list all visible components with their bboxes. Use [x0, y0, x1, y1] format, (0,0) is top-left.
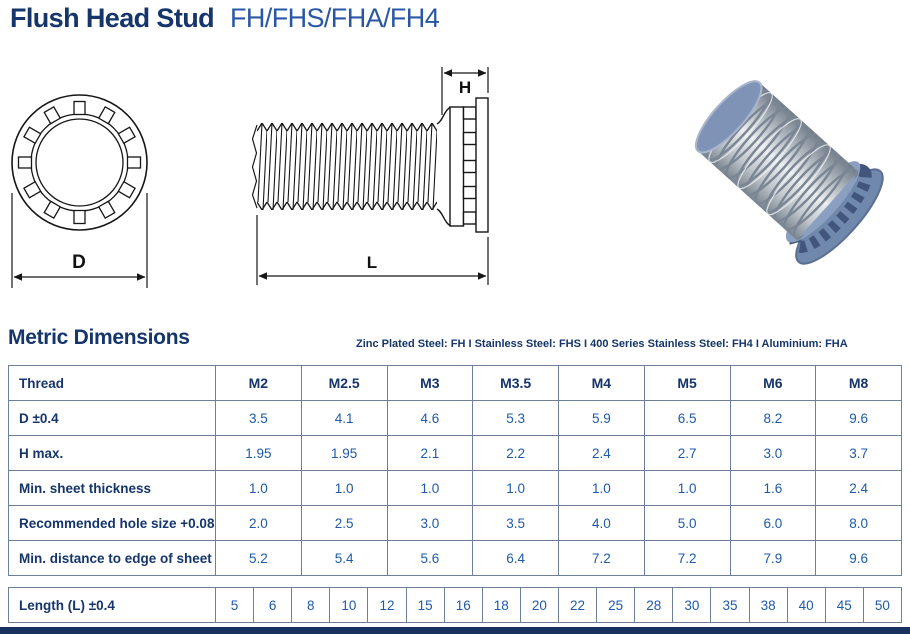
product-name: Flush Head Stud	[10, 3, 215, 33]
cell: 6.0	[730, 506, 816, 541]
cell: 1.0	[216, 471, 302, 506]
col-m5: M5	[644, 366, 730, 401]
cell: 9.6	[816, 401, 902, 436]
row-label: D ±0.4	[9, 401, 216, 436]
length-cell: 50	[863, 588, 901, 623]
front-view-svg	[2, 75, 162, 297]
cell: 1.0	[559, 471, 645, 506]
length-cell: 28	[635, 588, 673, 623]
cell: 1.0	[644, 471, 730, 506]
cell: 1.0	[301, 471, 387, 506]
cell: 2.1	[387, 436, 473, 471]
length-cell: 5	[216, 588, 254, 623]
col-m8: M8	[816, 366, 902, 401]
length-cell: 20	[520, 588, 558, 623]
length-cell: 15	[406, 588, 444, 623]
cell: 7.2	[559, 541, 645, 576]
cell: 7.9	[730, 541, 816, 576]
length-cell: 35	[711, 588, 749, 623]
table-row-min-sheet	[9, 471, 902, 506]
cell: 8.0	[816, 506, 902, 541]
material-codes: Zinc Plated Steel: FH I Stainless Steel: FHS I 400 Series Stainless Steel: FH4 I Aluminium: FHA	[356, 338, 848, 350]
table-row-h	[9, 436, 902, 471]
table-row-d	[9, 401, 902, 436]
col-m2: M2	[216, 366, 302, 401]
threaded-shank	[257, 123, 437, 210]
col-m4: M4	[559, 366, 645, 401]
cell: 8.2	[730, 401, 816, 436]
cell: 5.0	[644, 506, 730, 541]
table-row-hole-size	[9, 506, 902, 541]
length-cell: 45	[825, 588, 863, 623]
length-cell: 12	[368, 588, 406, 623]
length-table	[8, 587, 902, 623]
cell: 2.4	[816, 471, 902, 506]
front-view-drawing	[2, 75, 162, 302]
length-cell: 16	[444, 588, 482, 623]
metric-dimensions-table	[8, 365, 902, 576]
cell: 2.4	[559, 436, 645, 471]
page-title	[10, 3, 439, 34]
col-m6: M6	[730, 366, 816, 401]
cell: 5.3	[473, 401, 559, 436]
dim-label-h: H	[458, 78, 472, 97]
length-label: Length (L) ±0.4	[9, 588, 216, 623]
cell: 3.0	[387, 506, 473, 541]
col-m3: M3	[387, 366, 473, 401]
length-cell: 22	[558, 588, 596, 623]
footer-bar	[0, 627, 910, 634]
cell: 5.6	[387, 541, 473, 576]
col-m25: M2.5	[301, 366, 387, 401]
length-cell: 8	[292, 588, 330, 623]
col-m35: M3.5	[473, 366, 559, 401]
length-cell: 18	[482, 588, 520, 623]
cell: 1.0	[473, 471, 559, 506]
cell: 6.4	[473, 541, 559, 576]
thread-header: Thread	[9, 366, 216, 401]
cell: 3.5	[216, 401, 302, 436]
side-view-svg	[240, 55, 520, 295]
length-cell: 30	[673, 588, 711, 623]
cell: 4.6	[387, 401, 473, 436]
table-header-row	[9, 366, 902, 401]
row-label: Min. distance to edge of sheet	[9, 541, 216, 576]
cell: 2.7	[644, 436, 730, 471]
cell: 2.2	[473, 436, 559, 471]
part-codes: FH/FHS/FHA/FH4	[230, 3, 440, 33]
length-cell: 25	[597, 588, 635, 623]
cell: 2.0	[216, 506, 302, 541]
length-cell: 10	[330, 588, 368, 623]
cell: 5.2	[216, 541, 302, 576]
cell: 9.6	[816, 541, 902, 576]
dim-label-d: D	[72, 252, 86, 273]
product-photo-svg	[655, 45, 905, 280]
side-view-drawing	[240, 55, 520, 300]
cell: 3.7	[816, 436, 902, 471]
product-photo	[655, 45, 905, 285]
dim-label-l: L	[366, 253, 378, 272]
cell: 1.95	[301, 436, 387, 471]
cell: 1.95	[216, 436, 302, 471]
cell: 1.0	[387, 471, 473, 506]
section-heading: Metric Dimensions	[8, 326, 190, 349]
cell: 3.0	[730, 436, 816, 471]
dimension-d	[12, 193, 147, 288]
cell: 4.0	[559, 506, 645, 541]
length-cell: 38	[749, 588, 787, 623]
cell: 4.1	[301, 401, 387, 436]
length-cell: 40	[787, 588, 825, 623]
cell: 6.5	[644, 401, 730, 436]
row-label: H max.	[9, 436, 216, 471]
row-label: Min. sheet thickness	[9, 471, 216, 506]
cell: 5.4	[301, 541, 387, 576]
stud-head	[437, 98, 488, 232]
cell: 2.5	[301, 506, 387, 541]
length-row	[9, 588, 902, 623]
knurl-teeth	[19, 102, 141, 224]
cell: 3.5	[473, 506, 559, 541]
row-label: Recommended hole size +0.08	[9, 506, 216, 541]
table-row-edge-distance	[9, 541, 902, 576]
cell: 1.6	[730, 471, 816, 506]
length-cell: 6	[254, 588, 292, 623]
thread-runout	[253, 125, 258, 208]
cell: 5.9	[559, 401, 645, 436]
cell: 7.2	[644, 541, 730, 576]
